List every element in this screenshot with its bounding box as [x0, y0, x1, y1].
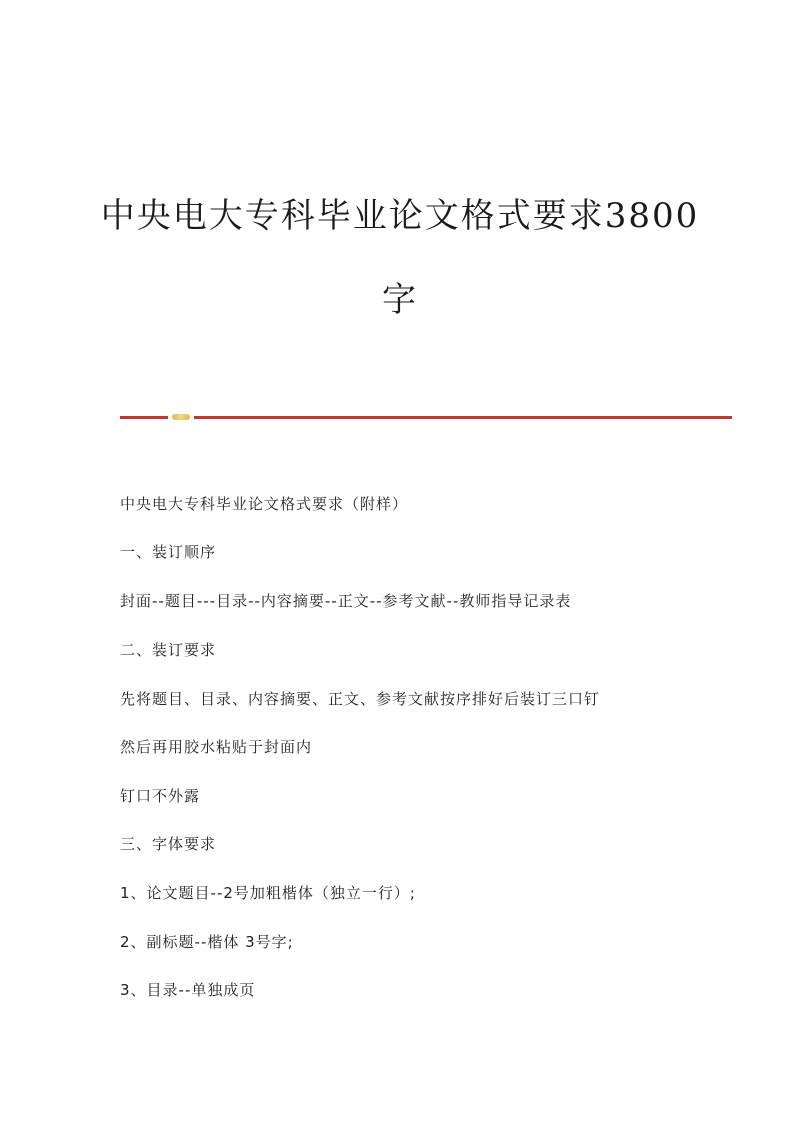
paragraph-staple-hidden: 钉口不外露 — [120, 787, 201, 805]
section-heading-font-requirements: 三、字体要求 — [120, 835, 217, 853]
document-title-line1: 中央电大专科毕业论文格式要求3800 — [100, 196, 700, 236]
list-item-subtitle-font: 2、副标题--楷体 3号字; — [120, 933, 294, 951]
section-heading-binding-requirements: 二、装订要求 — [120, 641, 217, 659]
list-item-title-font: 1、论文题目--2号加粗楷体（独立一行）; — [120, 884, 416, 902]
divider-ornament-icon — [172, 414, 190, 420]
section-heading-binding-order: 一、装订顺序 — [120, 543, 217, 561]
paragraph-binding-steps: 先将题目、目录、内容摘要、正文、参考文献按序排好后装订三口钉 — [120, 690, 601, 708]
paragraph-glue-cover: 然后再用胶水粘贴于封面内 — [120, 738, 313, 756]
paragraph-subtitle: 中央电大专科毕业论文格式要求（附样） — [120, 495, 409, 513]
title-divider — [120, 412, 732, 422]
paragraph-binding-order: 封面--题目---目录--内容摘要--正文--参考文献--教师指导记录表 — [120, 592, 572, 610]
divider-left-bar — [120, 416, 168, 419]
document-title-line2: 字 — [382, 280, 418, 320]
list-item-toc: 3、目录--单独成页 — [120, 981, 256, 999]
divider-right-bar — [194, 416, 732, 419]
